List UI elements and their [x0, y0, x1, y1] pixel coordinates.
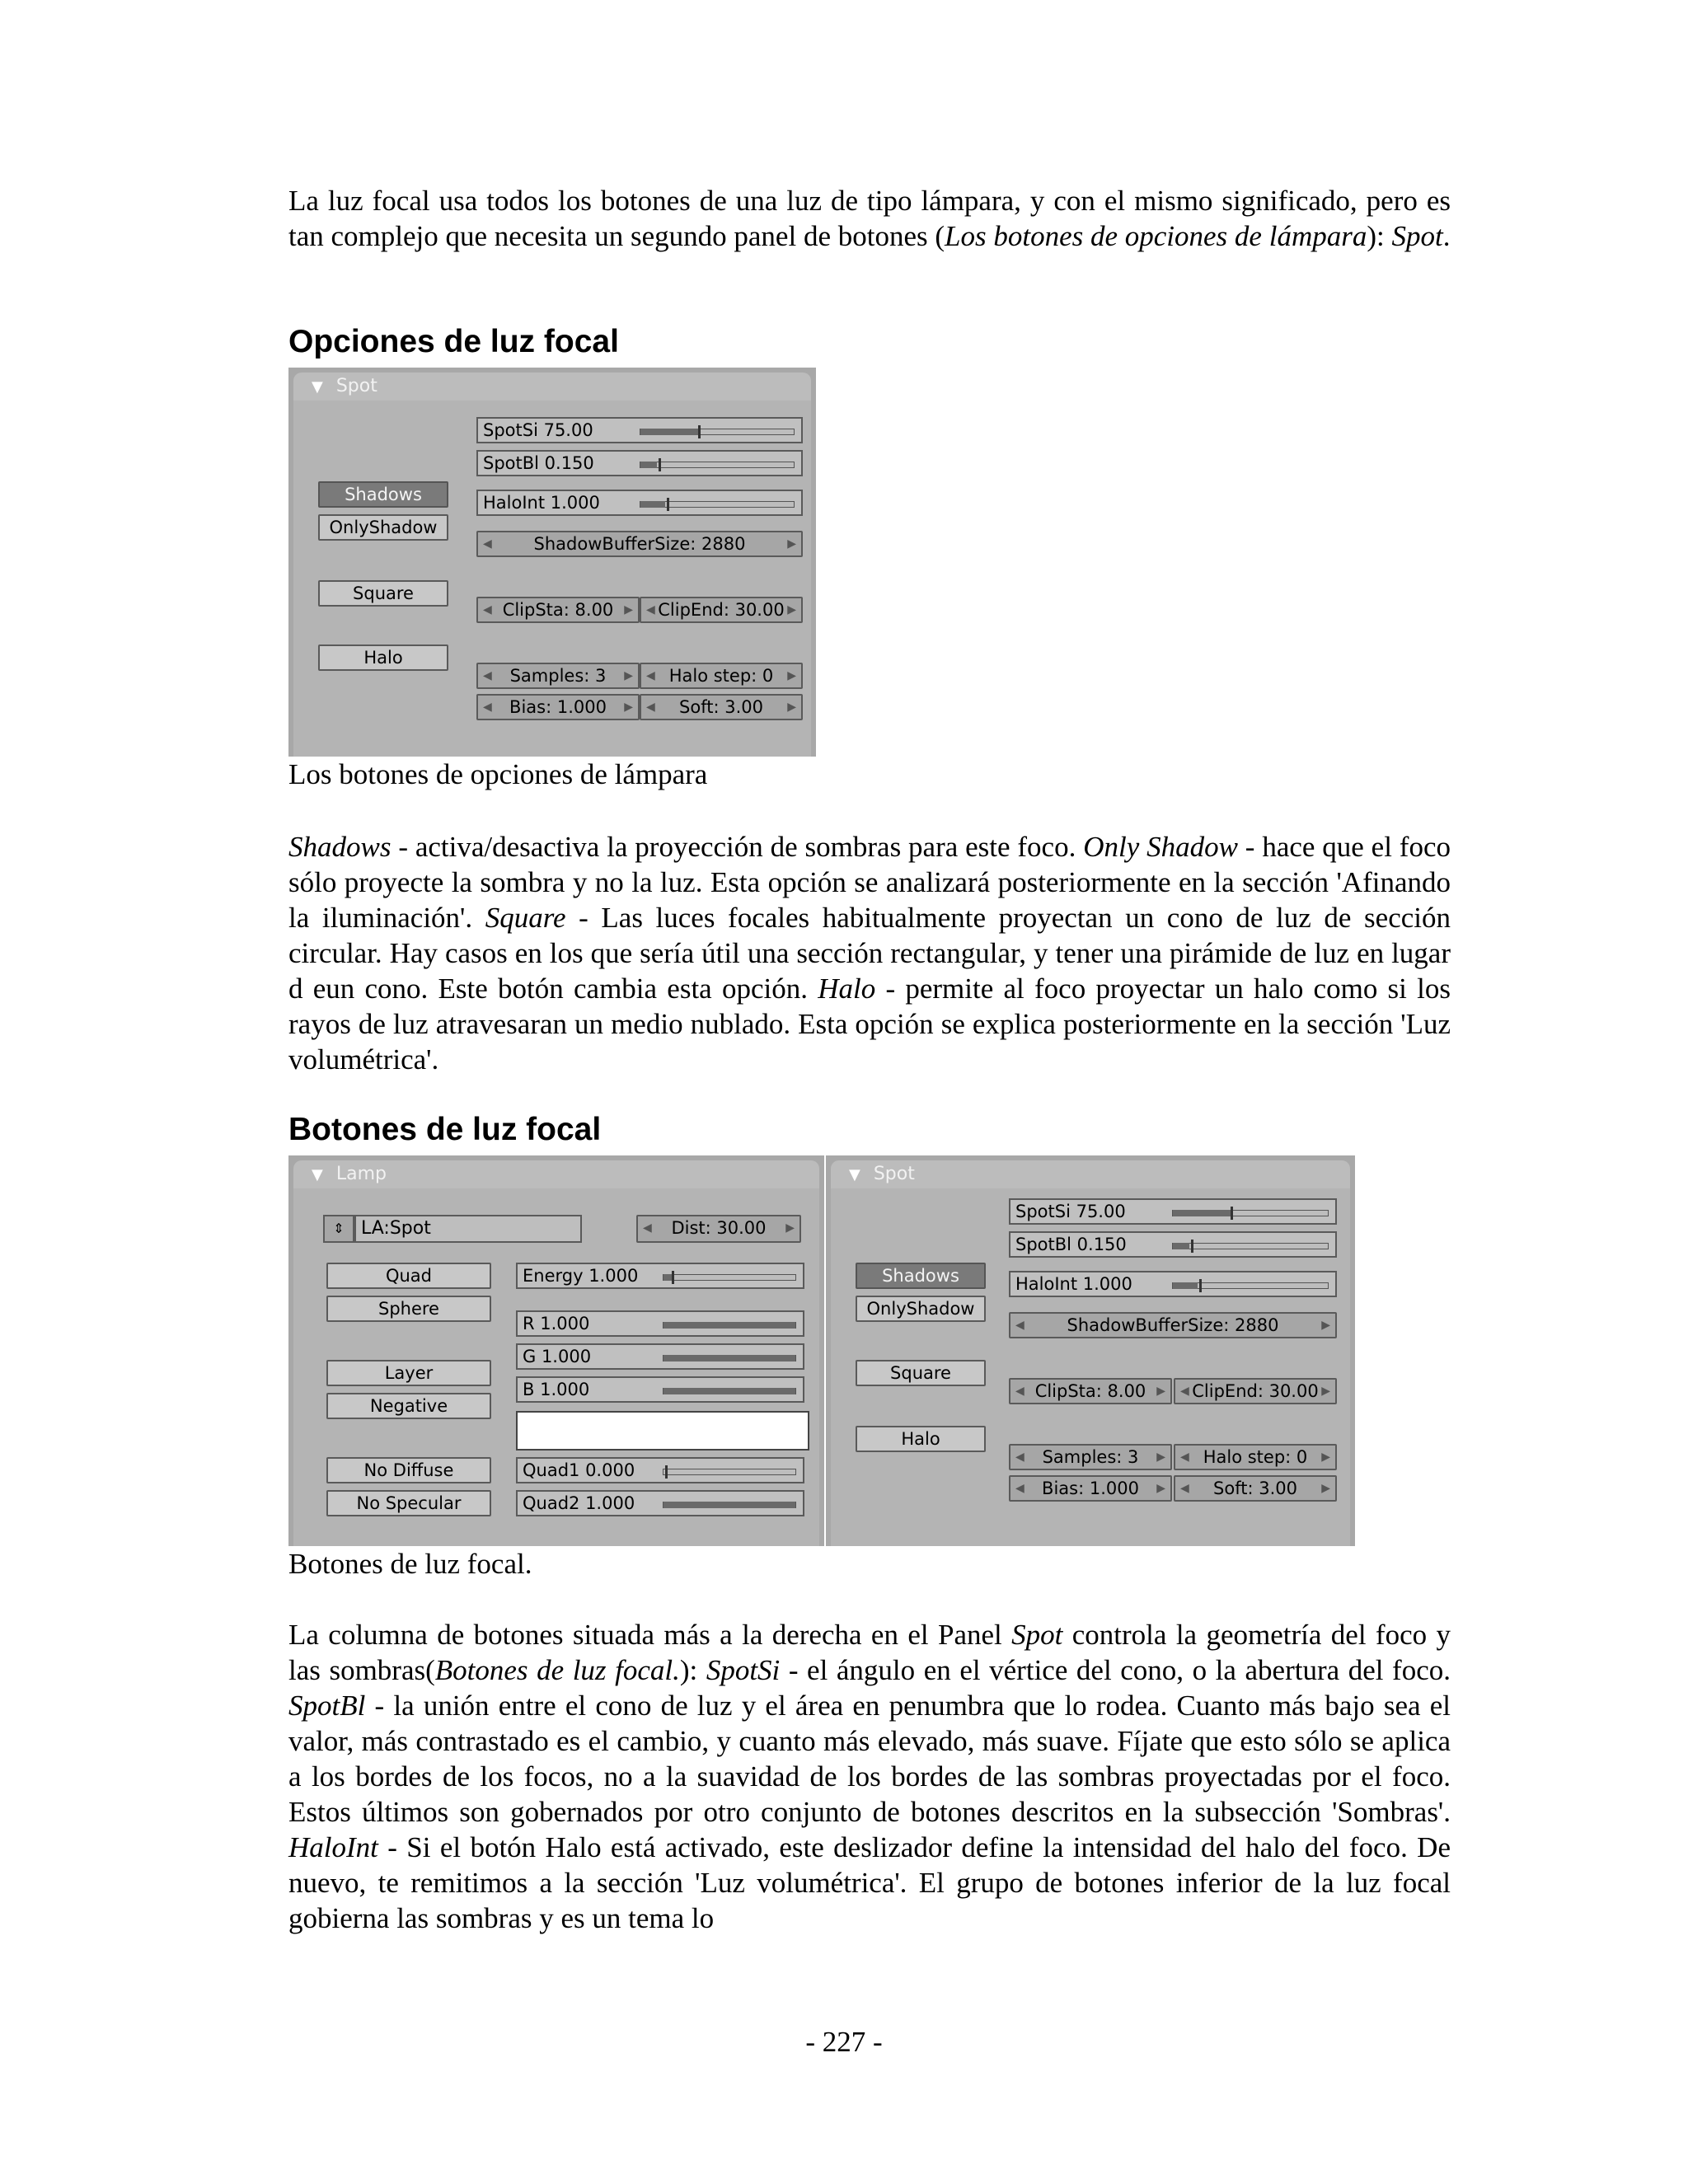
shadows-button[interactable]: Shadows	[856, 1263, 986, 1289]
lamp-name-field[interactable]: LA:Spot	[354, 1215, 582, 1243]
spot-panel-title: Spot	[335, 376, 377, 396]
term-haloint: HaloInt	[288, 1831, 378, 1863]
soft-label: Soft: 3.00	[679, 697, 763, 717]
shadows-button[interactable]: Shadows	[318, 481, 448, 508]
dist-label: Dist: 30.00	[671, 1218, 767, 1238]
term-shadows: Shadows	[288, 831, 392, 863]
bias-field[interactable]: ◀ Bias: 1.000 ▶	[1009, 1475, 1172, 1502]
halo-step-label: Halo step: 0	[1203, 1447, 1308, 1467]
clipsta-field[interactable]: ◀ ClipSta: 8.00 ▶	[476, 597, 640, 623]
bias-label: Bias: 1.000	[509, 697, 607, 717]
energy-slider[interactable]	[516, 1263, 804, 1289]
term-halo: Halo	[818, 972, 876, 1005]
clipsta-label: ClipSta: 8.00	[1034, 1381, 1146, 1401]
haloint-slider[interactable]	[1009, 1271, 1337, 1297]
soft-field[interactable]: ◀ Soft: 3.00 ▶	[640, 694, 803, 720]
quad2-label: Quad2 1.000	[523, 1493, 635, 1513]
bias-label: Bias: 1.000	[1042, 1479, 1139, 1498]
text: controla la geometría del foco y las sombras(	[288, 1619, 1451, 1686]
text: - activa/desactiva la proyección de sombras para este foco.	[391, 831, 1084, 863]
term-spot: Spot	[1011, 1619, 1063, 1651]
square-button[interactable]: Square	[856, 1360, 986, 1386]
clipsta-label: ClipSta: 8.00	[502, 600, 614, 620]
negative-button[interactable]: Negative	[326, 1393, 491, 1419]
page-number: - 227 -	[805, 2026, 883, 2058]
spotsi-slider[interactable]	[1009, 1198, 1337, 1225]
intro-spot: Spot	[1391, 220, 1443, 252]
halo-step-label: Halo step: 0	[668, 666, 774, 686]
soft-label: Soft: 3.00	[1213, 1479, 1297, 1498]
clipend-field[interactable]: ◀ ClipEnd: 30.00 ▶	[1174, 1378, 1337, 1404]
b-slider[interactable]	[516, 1376, 804, 1403]
section-title-spot-options: Opciones de luz focal	[288, 324, 619, 359]
shadow-buffer-size-label: ShadowBufferSize: 2880	[1067, 1315, 1279, 1335]
collapse-triangle-icon[interactable]: ▼	[312, 378, 323, 396]
layer-button[interactable]: Layer	[326, 1360, 491, 1386]
spot-panel-body	[293, 401, 811, 757]
lamp-color-swatch[interactable]	[516, 1411, 809, 1451]
lamp-panel-title: Lamp	[335, 1164, 387, 1184]
clipend-label: ClipEnd: 30.00	[1192, 1381, 1319, 1401]
clipsta-field[interactable]: ◀ ClipSta: 8.00 ▶	[1009, 1378, 1172, 1404]
dist-field[interactable]: ◀ Dist: 30.00 ▶	[636, 1215, 801, 1243]
bias-field[interactable]: ◀ Bias: 1.000 ▶	[476, 694, 640, 720]
haloint-label: HaloInt 1.000	[483, 493, 600, 513]
spot-panel-header[interactable]	[293, 373, 811, 401]
spotsi-slider[interactable]	[476, 417, 803, 443]
halo-button[interactable]: Halo	[856, 1426, 986, 1452]
spot-panel-2	[826, 1155, 1355, 1546]
lamp-panel	[288, 1155, 824, 1546]
text: - el ángulo en el vértice del cono, o la abertura del foco.	[780, 1654, 1451, 1686]
no-diffuse-button[interactable]: No Diffuse	[326, 1457, 491, 1483]
r-slider[interactable]	[516, 1310, 804, 1337]
intro-paragraph	[288, 183, 1451, 254]
only-shadow-button[interactable]: OnlyShadow	[318, 514, 448, 541]
shadow-buffer-size-label: ShadowBufferSize: 2880	[533, 534, 746, 554]
r-label: R 1.000	[523, 1314, 590, 1333]
lamp-panel-body	[293, 1188, 819, 1546]
quad1-slider[interactable]	[516, 1457, 804, 1483]
text: La columna de botones situada más a la derecha en el Panel	[288, 1619, 1012, 1651]
collapse-triangle-icon[interactable]: ▼	[849, 1166, 860, 1183]
text: - hace que el foco sólo proyecte la sombra y no la luz. Esta opción se analizará posteriormente en la sección 'Afinando la iluminación'.	[288, 831, 1451, 934]
samples-field[interactable]: ◀ Samples: 3 ▶	[1009, 1444, 1172, 1470]
quad1-label: Quad1 0.000	[523, 1460, 635, 1480]
spotbl-label: SpotBl 0.150	[1015, 1235, 1127, 1254]
section-title-spot-buttons: Botones de luz focal	[288, 1112, 602, 1147]
term-spotsi: SpotSi	[706, 1654, 781, 1686]
only-shadow-button[interactable]: OnlyShadow	[856, 1296, 986, 1322]
quad2-slider[interactable]	[516, 1490, 804, 1516]
shadow-options-paragraph	[288, 829, 1451, 1077]
spot-geometry-paragraph	[288, 1617, 1451, 1936]
spotbl-slider[interactable]	[1009, 1231, 1337, 1258]
energy-label: Energy 1.000	[523, 1266, 639, 1286]
intro-ref: Los botones de opciones de lámpara	[945, 220, 1367, 252]
ref-botones-luz-focal: Botones de luz focal.	[434, 1654, 680, 1686]
browse-lamp-icon[interactable]: ⇕	[323, 1215, 354, 1243]
soft-field[interactable]: ◀ Soft: 3.00 ▶	[1174, 1475, 1337, 1502]
b-label: B 1.000	[523, 1380, 590, 1399]
term-spotbl: SpotBl	[288, 1690, 366, 1722]
samples-label: Samples: 3	[509, 666, 607, 686]
clipend-label: ClipEnd: 30.00	[658, 600, 785, 620]
halo-step-field[interactable]: ◀ Halo step: 0 ▶	[1174, 1444, 1337, 1470]
text: - la unión entre el cono de luz y el área en penumbra que lo rodea. Cuanto más bajo sea el valor, más contrastado es el cambio, y cuanto más elevado, más suave. Fíjate que esto sólo se aplica a los bordes de los focos, no a la suavidad de los bordes de las sombras proyectadas por el foco. Estos últimos son gobernados por otro conjunto de botones descritos en la subsección 'Sombras'.	[288, 1690, 1451, 1828]
haloint-slider[interactable]	[476, 490, 803, 516]
haloint-label: HaloInt 1.000	[1015, 1274, 1132, 1294]
lamp-panel-header[interactable]	[293, 1160, 819, 1188]
spotsi-label: SpotSi 75.00	[483, 420, 593, 440]
intro-text-2: ):	[1367, 220, 1392, 252]
spot-panel-2-header[interactable]	[831, 1160, 1350, 1188]
spotbl-slider[interactable]	[476, 450, 803, 476]
spotsi-label: SpotSi 75.00	[1015, 1202, 1126, 1221]
samples-label: Samples: 3	[1042, 1447, 1139, 1467]
collapse-triangle-icon[interactable]: ▼	[312, 1166, 323, 1183]
intro-text-3: .	[1442, 220, 1451, 252]
sphere-button[interactable]: Sphere	[326, 1296, 491, 1322]
square-button[interactable]: Square	[318, 580, 448, 607]
halo-button[interactable]: Halo	[318, 644, 448, 671]
text: - Si el botón Halo está activado, este deslizador define la intensidad del halo del foco. De nuevo, te remitimos a la sección 'Luz volumétrica'. El grupo de botones inferior de la luz focal gobierna las sombras y es un tema lo	[288, 1831, 1451, 1934]
g-slider[interactable]	[516, 1343, 804, 1370]
quad-button[interactable]: Quad	[326, 1263, 491, 1289]
samples-field[interactable]: ◀ Samples: 3 ▶	[476, 663, 640, 689]
halo-step-field[interactable]: ◀ Halo step: 0 ▶	[640, 663, 803, 689]
spotbl-label: SpotBl 0.150	[483, 453, 594, 473]
figure-caption-2: Botones de luz focal.	[288, 1548, 532, 1580]
term-only-shadow: Only Shadow	[1083, 831, 1238, 863]
term-square: Square	[485, 902, 566, 934]
g-label: G 1.000	[523, 1347, 592, 1366]
text: ):	[679, 1654, 706, 1686]
spot-panel-2-title: Spot	[873, 1164, 915, 1184]
spot-panel-2-body	[831, 1188, 1350, 1546]
intro-text: La luz focal usa todos los botones de una luz de tipo lámpara, y con el mismo significado, pero es tan complejo que necesita un segundo panel de botones (	[288, 185, 1451, 252]
spot-panel	[288, 368, 816, 757]
text: - permite al foco proyectar un halo como si los rayos de luz atravesaran un medio nublado. Esta opción se explica posteriormente en la sección 'Luz volumétrica'.	[288, 972, 1451, 1076]
shadow-buffer-size-field[interactable]: ◀ ShadowBufferSize: 2880 ▶	[476, 531, 803, 557]
text: - Las luces focales habitualmente proyectan un cono de luz de sección circular. Hay casos en los que sería útil una sección rectangular, y tener una pirámide de luz en lugar d eun cono. Este botón cambia esta opción.	[288, 902, 1451, 1005]
shadow-buffer-size-field[interactable]: ◀ ShadowBufferSize: 2880 ▶	[1009, 1312, 1337, 1338]
no-specular-button[interactable]: No Specular	[326, 1490, 491, 1516]
figure-caption-1: Los botones de opciones de lámpara	[288, 758, 708, 790]
clipend-field[interactable]: ◀ ClipEnd: 30.00 ▶	[640, 597, 803, 623]
